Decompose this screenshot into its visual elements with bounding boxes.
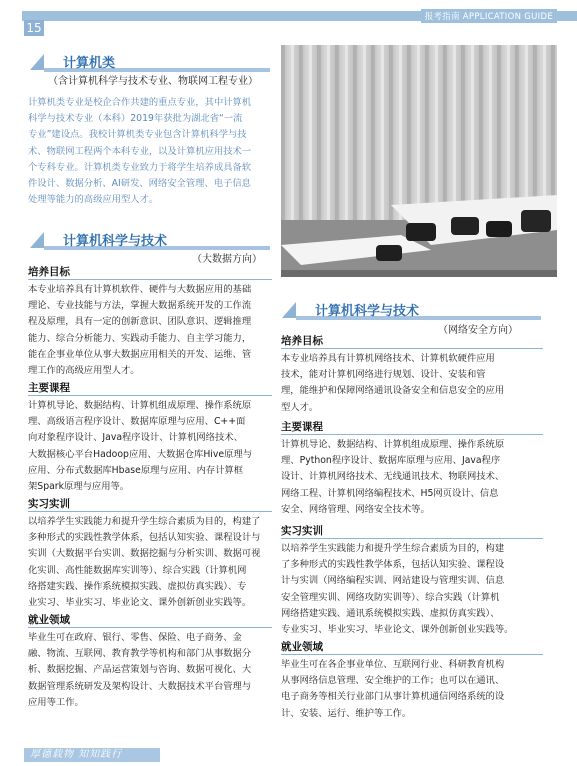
text-line: 理、高级语言程序设计、数据库原理与应用、C++面 [28,416,246,428]
text-line: 个专科专业。计算机类专业致力于将学生培养成具备软 [28,161,252,173]
practice-paragraph [281,541,543,638]
header-bar [0,0,577,22]
divider [281,538,543,539]
text-line: 络搭建实践、操作系统模拟实践、虚拟仿真实践）、专 [28,580,247,592]
text-line: 术、物联网工程两个本科专业，以及计算机应用技术一 [28,145,252,157]
text-line: 架Spark原理与应用等。 [28,481,130,493]
section-heading-network-security [282,300,542,320]
text-line: 本专业培养具有计算机软件、硬件与大数据应用的基础 [28,284,252,295]
text-line: 应用、分布式数据库Hbase原理与应用、内存计算框 [28,464,244,476]
divider [281,434,543,435]
goal-paragraph [281,351,543,416]
jobs-heading: 就业领域 [28,614,70,626]
text-line: 理工作的高级应用型人才。 [28,365,140,377]
section-subtitle: （含计算机科学与技术专业、物联网工程专业） [48,76,258,87]
text-line: 电子商务等相关行业部门从事计算机通信网络系统的设 [281,691,505,703]
practice-heading: 实习实训 [28,498,70,510]
text-line: 理，能维护和保障网络通讯设备安全和信息安全的应用 [281,385,505,397]
section-heading-big-data [30,230,270,250]
divider [28,279,272,280]
text-line: 设计、计算机网络技术、无线通讯技术、物联网技术、 [281,471,505,483]
text-line: 专业实习、毕业实习、毕业论文、课外创新创业实践等。 [281,624,514,636]
text-line: 专业”建设点。我校计算机类专业包含计算机科学与技 [28,129,247,141]
section-title: 计算机科学与技术 [315,304,420,319]
heading-triangle-icon [30,232,44,248]
text-line: 了多种形式的实践性教学体系，包括认知实验、课程设 [281,559,505,571]
courses-heading: 主要课程 [281,421,323,433]
page-number: 15 [24,20,44,36]
heading-triangle-icon [282,302,296,318]
text-line: 多种形式的实践性教学体系，包括认知实验、课程设计与 [28,532,261,544]
text-line: 安全管理实训、网络攻防实训等）、综合实践（计算机 [281,591,500,603]
text-line: 计算机导论、数据结构、计算机组成原理、操作系统原 [28,400,252,411]
direction-label: （大数据方向） [192,254,262,265]
heading-triangle-icon [30,54,44,70]
text-line: 型人才。 [281,401,319,413]
jobs-paragraph [28,630,272,711]
text-line: 网络搭建实践、通讯系统模拟实践、虚拟仿真实践）、 [281,607,500,619]
text-line: 程及原理，具有一定的创新意识、团队意识、逻辑推理 [28,316,252,328]
text-line: 向对象程序设计、Java程序设计、计算机网络技术、 [28,432,243,444]
classroom-photo [281,45,557,277]
text-line: 计、安装、运行、维护等工作。 [281,707,412,719]
divider [281,348,543,349]
text-line: 业实习、毕业实习、毕业论文、课外创新创业实践等。 [28,597,252,609]
text-line: 以培养学生实践能力和提升学生综合素质为目的，构建 [281,543,505,554]
section-title: 计算机科学与技术 [63,234,168,249]
text-line: 毕业生可在各企事业单位、互联网行业、科研教育机构 [281,659,505,670]
divider [28,395,272,396]
text-line: 毕业生可在政府、银行、零售、保险、电子商务、金 [28,632,242,643]
text-line: 从事网络信息管理、安全维护的工作；也可以在通讯、 [281,675,505,687]
text-line: 实训（大数据平台实训、数据挖掘与分析实训、数据可视 [28,548,261,560]
footer-motto: 厚德载物 知知践行 [24,748,160,762]
practice-heading: 实习实训 [281,525,323,537]
text-line: 理论、专业技能与方法，掌握大数据系统开发的工作流 [28,300,252,312]
text-line: 安全、网络管理、网络安全技术等。 [281,503,430,515]
text-line: 融、物流、互联网、教育教学等机构和部门从事数据分 [28,648,252,660]
section-title: 计算机类 [63,56,116,71]
text-line: 计算机导论、数据结构、计算机组成原理、操作系统原 [281,439,505,450]
text-line: 应用等工作。 [28,696,84,708]
courses-paragraph [28,398,272,495]
text-line: 能在企事业单位从事大数据应用相关的开发、运维、管 [28,348,252,360]
text-line: 理、Python程序设计、数据库原理与应用、Java程序 [281,455,501,467]
jobs-paragraph [281,657,543,722]
text-line: 网络工程、计算机网络编程技术、H5网页设计、信息 [281,487,499,499]
text-line: 科学与技术专业（本科）2019年获批为湖北省“一流 [28,113,243,125]
divider [28,627,272,628]
jobs-heading: 就业领域 [281,641,323,653]
text-line: 大数据核心平台Hadoop应用、大数据仓库Hive原理与 [28,448,253,460]
divider [28,511,272,512]
text-line: 计与实训（网络编程实训、网站建设与管理实训、信息 [281,575,505,587]
text-line: 化实训、高性能数据库实训等）、综合实践（计算机网 [28,564,247,576]
divider [281,654,543,655]
application-guide-label: 报考指南 APPLICATION GUIDE [421,9,557,23]
courses-heading: 主要课程 [28,382,70,394]
text-line: 件设计、数据分析、AI研发、网络安全管理、电子信息 [28,178,251,190]
text-line: 技术，能对计算机网络进行规划、设计、安装和管 [281,369,486,381]
text-line: 计算机类专业是校企合作共建的重点专业，其中计算机 [28,97,252,108]
goal-paragraph [28,282,272,379]
section-heading-computer-class [30,52,270,72]
text-line: 能力、综合分析能力、实践动手能力、自主学习能力， [28,332,252,344]
goal-heading: 培养目标 [281,335,323,347]
goal-heading: 培养目标 [28,266,70,278]
classroom-image [281,45,557,277]
direction-label: （网络安全方向） [438,325,518,336]
text-line: 处理等能力的高级应用型人才。 [28,194,159,206]
text-line: 本专业培养具有计算机网络技术、计算机软硬件应用 [281,353,495,364]
practice-paragraph [28,514,272,611]
text-line: 数据管理系统研发及架构设计、大数据技术平台管理与 [28,680,252,692]
text-line: 析、数据挖掘、产品运营策划与咨询、数据可视化、大 [28,664,252,676]
text-line: 以培养学生实践能力和提升学生综合素质为目的，构建了 [28,516,261,527]
courses-paragraph [281,437,543,518]
intro-paragraph [28,95,272,208]
